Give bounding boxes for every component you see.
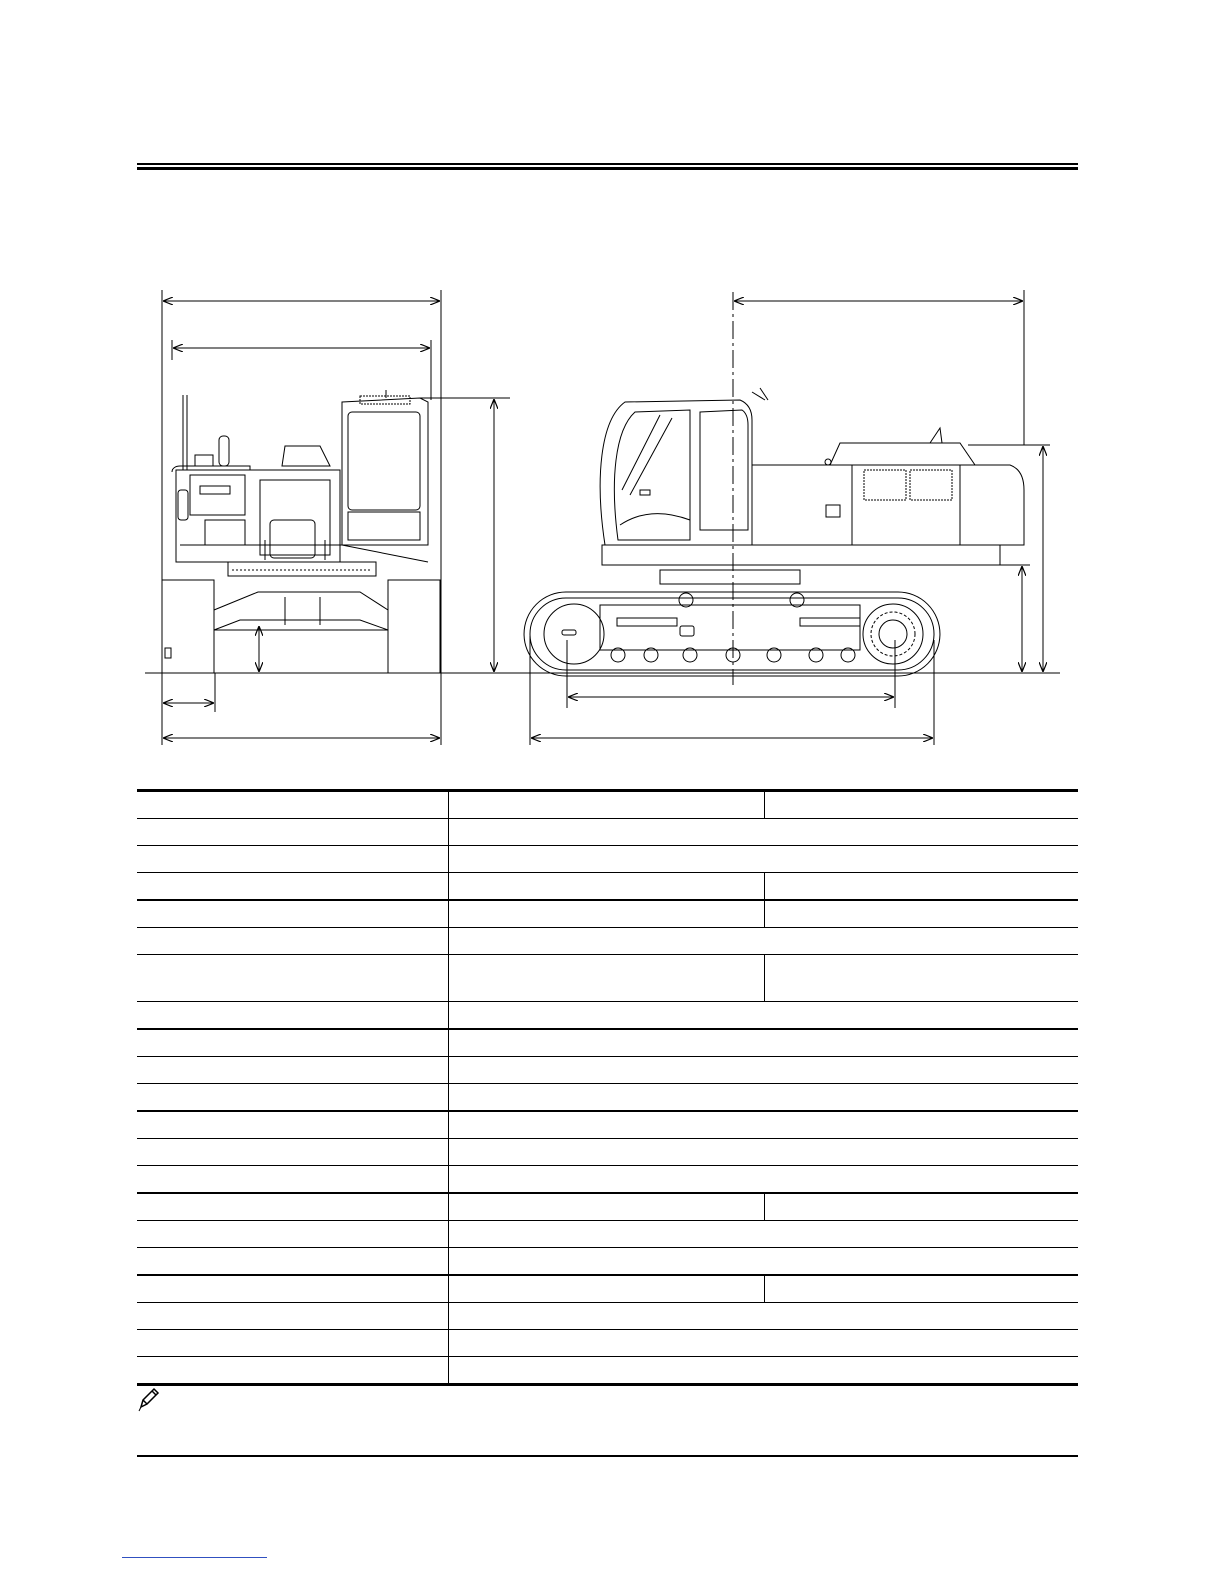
spec-label (137, 1330, 449, 1357)
spec-value (449, 1029, 1079, 1057)
spec-value (449, 791, 765, 819)
table-row (137, 873, 1078, 901)
spec-value (765, 955, 1079, 1002)
table-row (137, 900, 1078, 928)
spec-label (137, 846, 449, 873)
note-section (137, 1386, 1078, 1446)
table-row (137, 928, 1078, 955)
table-row (137, 1111, 1078, 1139)
table-row (137, 846, 1078, 873)
specification-table (137, 789, 1078, 1386)
spec-value (449, 1303, 1079, 1330)
spec-value (449, 1002, 1079, 1030)
spec-label (137, 1057, 449, 1084)
excavator-dimension-drawing (0, 0, 1224, 780)
spec-label (137, 955, 449, 1002)
footnote-link-underline (122, 1557, 267, 1558)
spec-value (449, 873, 765, 901)
table-row (137, 1221, 1078, 1248)
spec-value (449, 928, 1079, 955)
spec-value (765, 873, 1079, 901)
spec-value (765, 791, 1079, 819)
spec-value (449, 1221, 1079, 1248)
spec-value (449, 900, 765, 928)
spec-label (137, 1139, 449, 1166)
side-view (524, 290, 1050, 745)
table-row (137, 1084, 1078, 1112)
spec-value (449, 846, 1079, 873)
spec-label (137, 900, 449, 928)
footer-rule (137, 1455, 1078, 1457)
spec-value (449, 1248, 1079, 1276)
spec-label (137, 1193, 449, 1221)
table-row (137, 1330, 1078, 1357)
spec-value (449, 1057, 1079, 1084)
spec-label (137, 1084, 449, 1112)
table-row (137, 791, 1078, 819)
table-row (137, 955, 1078, 1002)
spec-value (449, 1275, 765, 1303)
spec-value (449, 1139, 1079, 1166)
table-row (137, 1275, 1078, 1303)
spec-value (449, 1330, 1079, 1357)
spec-value (449, 819, 1079, 846)
spec-value (449, 1357, 1079, 1385)
spec-label (137, 791, 449, 819)
table-row (137, 1166, 1078, 1194)
spec-value (765, 1193, 1079, 1221)
spec-label (137, 1221, 449, 1248)
spec-label (137, 1111, 449, 1139)
pencil-note-icon (137, 1386, 161, 1412)
spec-label (137, 1303, 449, 1330)
spec-label (137, 1002, 449, 1030)
spec-label (137, 1166, 449, 1194)
spec-label (137, 1275, 449, 1303)
spec-value (765, 900, 1079, 928)
spec-value (449, 1166, 1079, 1194)
spec-label (137, 873, 449, 901)
front-view (162, 290, 510, 745)
table-row (137, 1193, 1078, 1221)
spec-label (137, 1357, 449, 1385)
spec-value (449, 955, 765, 1002)
table-row (137, 1002, 1078, 1030)
table-row (137, 819, 1078, 846)
spec-value (765, 1275, 1079, 1303)
table-row (137, 1057, 1078, 1084)
table-row (137, 1248, 1078, 1276)
table-row (137, 1139, 1078, 1166)
spec-value (449, 1193, 765, 1221)
spec-value (449, 1111, 1079, 1139)
table-row (137, 1357, 1078, 1385)
spec-label (137, 1029, 449, 1057)
spec-label (137, 1248, 449, 1276)
header-double-rule (137, 163, 1078, 171)
table-row (137, 1029, 1078, 1057)
spec-value (449, 1084, 1079, 1112)
spec-label (137, 819, 449, 846)
spec-label (137, 928, 449, 955)
table-row (137, 1303, 1078, 1330)
